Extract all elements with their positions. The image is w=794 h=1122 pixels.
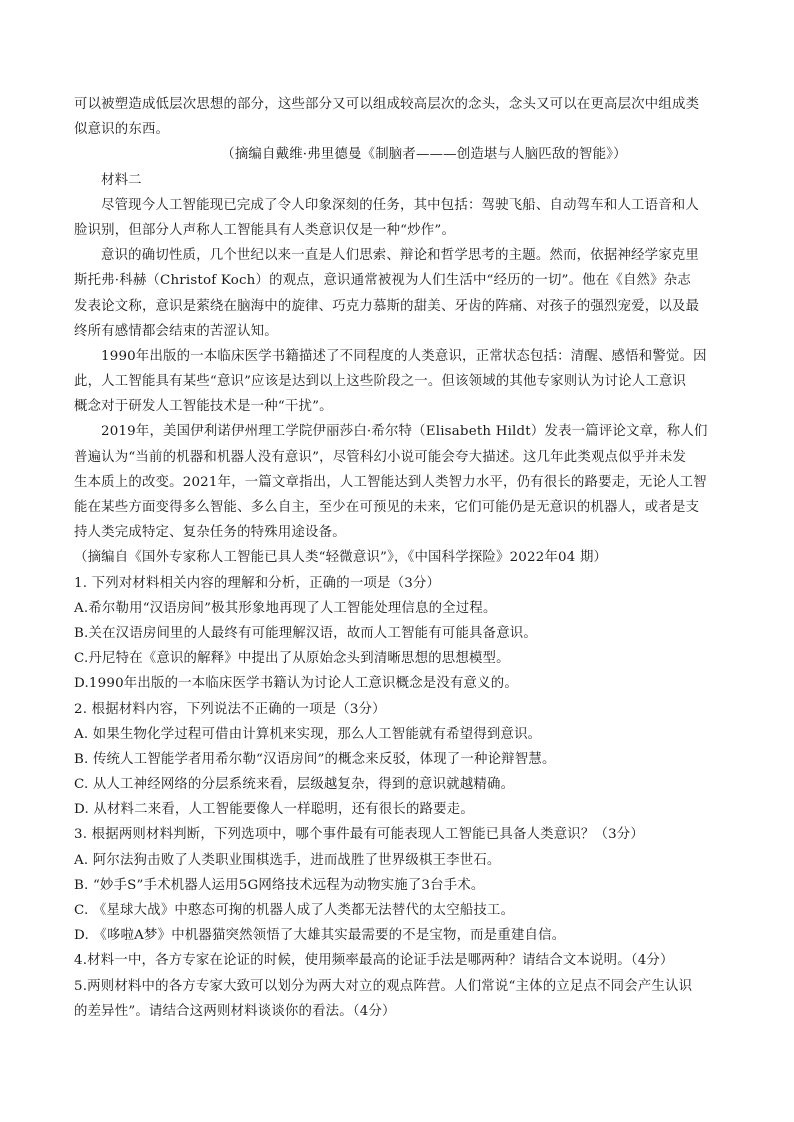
text-line: 2. 根据材料内容，下列说法不正确的一项是（3分） xyxy=(74,701,386,717)
text-line: 普遍认为“当前的机器和机器人没有意识”，尽管科幻小说可能会夸大描述。这几年此类观点似乎并未发 xyxy=(74,449,687,465)
text-line: 3. 根据两则材料判断，下列选项中，哪个事件最有可能表现人工智能已具备人类意识？（3分） xyxy=(74,827,644,843)
text-line: D. 从材料二来看，人工智能要像人一样聪明，还有很长的路要走。 xyxy=(74,802,474,818)
text-line: 的差异性”。请结合这两则材料谈谈你的看法。（4分） xyxy=(74,1003,396,1019)
text-line: 1990年出版的一本临床医学书籍描述了不同程度的人类意识，正常状态包括：清醒、感悟和警觉。因 xyxy=(101,348,707,364)
text-line: 脸识别，但部分人声称人工智能具有人类意识仅是一种“炒作”。 xyxy=(74,222,456,238)
text-line: 4.材料一中，各方专家在论证的时候，使用频率最高的论证手法是哪两种？请结合文本说明。（4分） xyxy=(74,953,674,969)
text-line: 似意识的东西。 xyxy=(74,122,170,138)
text-line: 2019年，美国伊利诺伊州理工学院伊丽莎白·希尔特（Elisabeth Hildt）发表一篇评论文章，称人们 xyxy=(101,424,708,440)
text-line: B. “妙手S”手术机器人运用5G网络技术远程为动物实施了3台手术。 xyxy=(74,877,485,893)
text-line: 5.两则材料中的各方专家大致可以划分为两大对立的观点阵营。人们常说“主体的立足点不同会产生认识 xyxy=(74,978,693,994)
text-line: 材料二 xyxy=(101,172,142,188)
text-line: 持人类完成特定、复杂任务的特殊用途设备。 xyxy=(74,525,346,541)
text-line: A. 阿尔法狗击败了人类职业围棋选手，进而战胜了世界级棋王李世石。 xyxy=(74,852,501,868)
text-line: 此，人工智能具有某些“意识”应该是达到以上这些阶段之一。但该领域的其他专家则认为讨论人工意识 xyxy=(74,374,687,390)
text-line: 尽管现今人工智能现已完成了令人印象深刻的任务，其中包括：驾驶飞船、自动驾车和人工语音和人 xyxy=(101,197,699,213)
text-line: A. 如果生物化学过程可借由计算机来实现，那么人工智能就有希望得到意识。 xyxy=(74,726,542,742)
text-line: 终所有感情都会结束的苦涩认知。 xyxy=(74,323,278,339)
text-line: B.关在汉语房间里的人最终有可能理解汉语，故而人工智能有可能具备意识。 xyxy=(74,625,537,641)
text-line: 斯托弗·科赫（Christof Koch）的观点，意识通常被视为人们生活中“经历的一切”。他在《自然》杂志 xyxy=(74,273,691,289)
text-line: C. 《星球大战》中憨态可掬的机器人成了人类都无法替代的太空船技工。 xyxy=(74,903,515,918)
text-line: D.1990年出版的一本临床医学书籍认为讨论人工意识概念是没有意义的。 xyxy=(74,676,518,692)
text-line: A.希尔勒用“汉语房间”极其形象地再现了人工智能处理信息的全过程。 xyxy=(74,600,497,616)
text-line: （摘编自《国外专家称人工智能已具人类“轻微意识”》，《中国科学探险》2022年04 期） xyxy=(74,550,608,566)
text-line: 1. 下列对材料相关内容的理解和分析，正确的一项是（3分） xyxy=(74,575,441,591)
text-line: 生本质上的改变。2021年，一篇文章指出，人工智能达到人类智力水平，仍有很长的路要走，无论人工智 xyxy=(74,474,707,490)
text-line: 可以被塑造成低层次思想的部分，这些部分又可以组成较高层次的念头，念头又可以在更高层次中组成类 xyxy=(74,97,700,112)
text-line: 意识的确切性质，几个世纪以来一直是人们思索、辩论和哲学思考的主题。然而，依据神经学家克里 xyxy=(101,248,699,264)
document-page xyxy=(74,92,734,1024)
text-line: 概念对于研发人工智能技术是一种“干扰”。 xyxy=(74,399,333,415)
text-line: C.丹尼特在《意识的解释》中提出了从原始念头到清晰思想的思想模型。 xyxy=(74,651,510,667)
text-line: 发表论文称，意识是萦绕在脑海中的旋律、巧克力慕斯的甜美、牙齿的阵痛、对孩子的强烈宠爱，以及最 xyxy=(74,298,700,314)
source-citation: （摘编自戴维·弗里德曼《制脑者———创造堪与人脑匹敌的智能》） xyxy=(221,147,627,163)
text-line: B. 传统人工智能学者用希尔勒“汉语房间”的概念来反驳，体现了一种论辩智慧。 xyxy=(74,751,556,767)
text-line: 能在某些方面变得多么智能、多么自主，至少在可预见的未来，它们可能仍是无意识的机器人，或者是支 xyxy=(74,500,700,515)
text-line: D. 《哆啦A梦》中机器猫突然领悟了大雄其实最需要的不是宝物，而是重建自信。 xyxy=(74,928,566,944)
text-line: C. 从人工神经网络的分层系统来看，层级越复杂，得到的意识就越精确。 xyxy=(74,777,515,793)
